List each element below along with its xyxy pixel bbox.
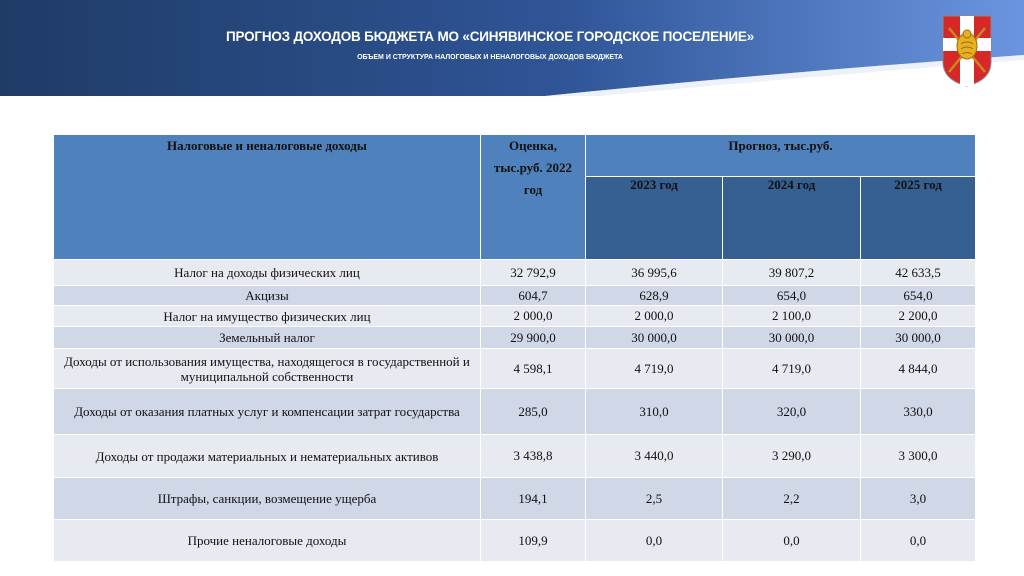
page-subtitle: ОБЪЕМ И СТРУКТУРА НАЛОГОВЫХ И НЕНАЛОГОВЫХ ДОХОДОВ БЮДЖЕТА xyxy=(357,54,623,61)
cell-2023: 3 440,0 xyxy=(586,435,723,478)
title-banner xyxy=(0,0,1024,96)
cell-2022: 194,1 xyxy=(481,478,586,520)
page-title: ПРОГНОЗ ДОХОДОВ БЮДЖЕТА МО «СИНЯВИНСКОЕ ГОРОДСКОЕ ПОСЕЛЕНИЕ» xyxy=(225,29,755,44)
cell-2023: 0,0 xyxy=(586,520,723,562)
cell-2022: 285,0 xyxy=(481,389,586,435)
cell-2024: 0,0 xyxy=(723,520,861,562)
row-label: Земельный налог xyxy=(54,327,481,349)
table-row xyxy=(54,389,976,435)
cell-2024: 320,0 xyxy=(723,389,861,435)
cell-2023: 310,0 xyxy=(586,389,723,435)
header-forecast: Прогноз, тыс.руб. xyxy=(586,135,976,177)
coat-of-arms-emblem xyxy=(941,14,993,88)
table-row xyxy=(54,306,976,327)
cell-2022: 109,9 xyxy=(481,520,586,562)
header-income-type: Налоговые и неналоговые доходы xyxy=(54,135,481,260)
row-label: Доходы от использования имущества, находящегося в государственной и муниципальной собственности xyxy=(54,349,481,389)
row-label: Штрафы, санкции, возмещение ущерба xyxy=(54,478,481,520)
cell-2025: 2 200,0 xyxy=(861,306,976,327)
table-row xyxy=(54,260,976,286)
row-label: Доходы от оказания платных услуг и компенсации затрат государства xyxy=(54,389,481,435)
cell-2025: 0,0 xyxy=(861,520,976,562)
cell-2024: 39 807,2 xyxy=(723,260,861,286)
header-year-2024: 2024 год xyxy=(723,177,861,260)
cell-2024: 654,0 xyxy=(723,286,861,306)
banner-background xyxy=(0,0,1024,96)
cell-2023: 30 000,0 xyxy=(586,327,723,349)
cell-2025: 654,0 xyxy=(861,286,976,306)
cell-2025: 3,0 xyxy=(861,478,976,520)
cell-2025: 4 844,0 xyxy=(861,349,976,389)
cell-2024: 4 719,0 xyxy=(723,349,861,389)
cell-2025: 330,0 xyxy=(861,389,976,435)
cell-2022: 2 000,0 xyxy=(481,306,586,327)
cell-2023: 628,9 xyxy=(586,286,723,306)
budget-table xyxy=(53,134,976,562)
header-year-2025: 2025 год xyxy=(861,177,976,260)
table-row xyxy=(54,349,976,389)
cell-2025: 30 000,0 xyxy=(861,327,976,349)
cell-2025: 3 300,0 xyxy=(861,435,976,478)
row-label: Акцизы xyxy=(54,286,481,306)
cell-2023: 2,5 xyxy=(586,478,723,520)
table-row xyxy=(54,435,976,478)
cell-2024: 30 000,0 xyxy=(723,327,861,349)
cell-2025: 42 633,5 xyxy=(861,260,976,286)
cell-2022: 29 900,0 xyxy=(481,327,586,349)
cell-2022: 3 438,8 xyxy=(481,435,586,478)
cell-2022: 4 598,1 xyxy=(481,349,586,389)
cell-2022: 604,7 xyxy=(481,286,586,306)
cell-2024: 3 290,0 xyxy=(723,435,861,478)
header-estimate-2022: Оценка, тыс.руб. 2022 год xyxy=(481,135,586,260)
row-label: Прочие неналоговые доходы xyxy=(54,520,481,562)
table-row xyxy=(54,286,976,306)
table-row xyxy=(54,478,976,520)
row-label: Налог на доходы физических лиц xyxy=(54,260,481,286)
cell-2024: 2 100,0 xyxy=(723,306,861,327)
cell-2023: 2 000,0 xyxy=(586,306,723,327)
row-label: Налог на имущество физических лиц xyxy=(54,306,481,327)
table-row xyxy=(54,520,976,562)
cell-2023: 4 719,0 xyxy=(586,349,723,389)
cell-2022: 32 792,9 xyxy=(481,260,586,286)
row-label: Доходы от продажи материальных и нематериальных активов xyxy=(54,435,481,478)
header-year-2023: 2023 год xyxy=(586,177,723,260)
cell-2024: 2,2 xyxy=(723,478,861,520)
table-row xyxy=(54,327,976,349)
cell-2023: 36 995,6 xyxy=(586,260,723,286)
